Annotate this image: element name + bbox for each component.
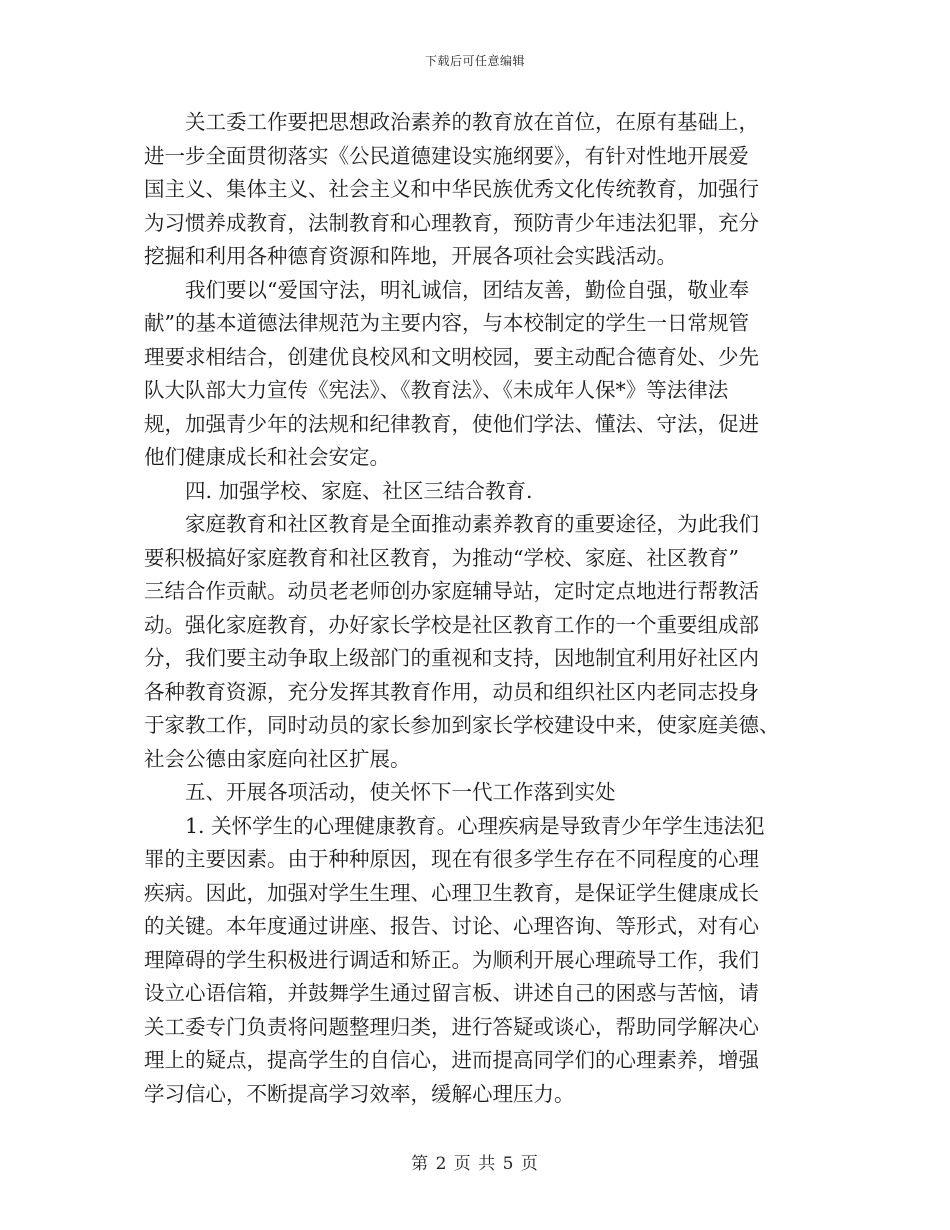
- text-line: 设立心语信箱，并鼓舞学生通过留言板、讲述自己的困惑与苦恼，请: [144, 981, 759, 1005]
- text-line: 为习惯养成教育，法制教育和心理教育，预防青少年违法犯罪，充分: [144, 210, 759, 235]
- text-line: 家庭教育和社区教育是全面推动素养教育的重要途径，为此我们: [185, 512, 759, 536]
- text-line: 队大队部大力宣传《宪法》、《教育法》、《未成年人保*》等法律法: [144, 378, 729, 402]
- text-line: 社会公德由家庭向社区扩展。: [144, 746, 411, 771]
- text-line: 疾病。因此，加强对学生生理、心理卫生教育，是保证学生健康成长: [144, 880, 759, 905]
- text-line: 于家教工作，同时动员的家长参加到家长学校建设中来，使家庭美德、: [144, 713, 780, 737]
- text-line: 规，加强青少年的法规和纪律教育，使他们学法、懂法、守法，促进: [144, 411, 759, 436]
- text-line: 理障碍的学生积极进行调适和矫正。为顺利开展心理疏导工作，我们: [144, 947, 759, 972]
- text-line: 献”的基本道德法律规范为主要内容，与本校制定的学生一日常规管: [144, 311, 749, 335]
- page-header: 下载后可任意编辑: [424, 54, 525, 68]
- text-line: 分，我们要主动争取上级部门的重视和支持，因地制宜利用好社区内: [144, 646, 759, 670]
- text-line: 各种教育资源，充分发挥其教育作用，动员和组织社区内老同志投身: [144, 679, 759, 704]
- document-body: [144, 106, 808, 1111]
- text-line: 四. 加强学校、家庭、社区三结合教育.: [185, 478, 533, 503]
- text-line: 动。强化家庭教育，办好家长学校是社区教育工作的一个重要组成部: [144, 612, 759, 637]
- text-line: 我们要以“爱国守法，明礼诚信，团结友善，勤俭自强，敬业奉: [185, 277, 749, 302]
- text-line: 理上的疑点，提高学生的自信心，进而提高同学们的心理素养，增强: [144, 1048, 759, 1072]
- text-line: 1. 关怀学生的心理健康教育。心理疾病是导致青少年学生违法犯: [185, 813, 765, 838]
- page-footer: 第 2 页 共 5 页: [411, 1154, 539, 1174]
- text-line: 要积极搞好家庭教育和社区教育，为推动“学校、家庭、社区教育”: [144, 545, 739, 570]
- text-line: 国主义、集体主义、社会主义和中华民族优秀文化传统教育，加强行: [144, 177, 759, 201]
- text-line: 学习信心，不断提高学习效率，缓解心理压力。: [144, 1081, 575, 1106]
- text-line: 三结合作贡献。动员老老师创办家庭辅导站，定时定点地进行帮教活: [144, 579, 759, 603]
- text-line: 挖掘和利用各种德育资源和阵地，开展各项社会实践活动。: [144, 244, 677, 268]
- text-line: 进一步全面贯彻落实《公民道德建设实施纲要》，有针对性地开展爱: [144, 143, 749, 168]
- text-line: 关工委专门负责将问题整理归类，进行答疑或谈心，帮助同学解决心: [144, 1014, 759, 1039]
- text-line: 他们健康成长和社会安定。: [144, 445, 390, 469]
- text-line: 五、开展各项活动，使关怀下一代工作落到实处: [185, 780, 616, 804]
- text-line: 理要求相结合，创建优良校风和文明校园，要主动配合德育处、少先: [144, 344, 759, 369]
- text-line: 罪的主要因素。由于种种原因，现在有很多学生存在不同程度的心理: [144, 847, 759, 871]
- text-line: 关工委工作要把思想政治素养的教育放在首位，在原有基础上，: [185, 110, 759, 134]
- text-line: 的关键。本年度通过讲座、报告、讨论、心理咨询、等形式，对有心: [144, 914, 759, 938]
